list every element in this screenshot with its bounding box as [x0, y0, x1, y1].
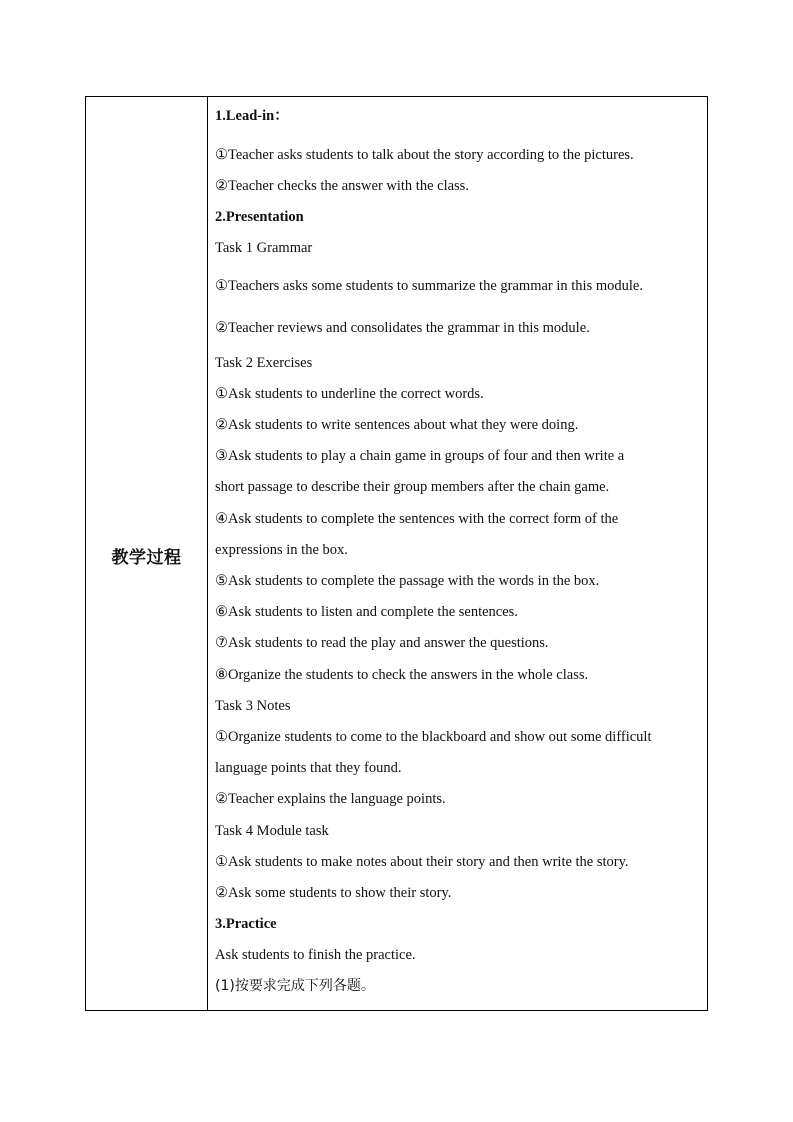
- content-line: ②Ask students to write sentences about what they were doing.: [215, 417, 579, 433]
- content-line: Task 4 Module task: [215, 823, 329, 839]
- content-line: ①Teacher asks students to talk about the story according to the pictures.: [215, 147, 634, 163]
- content-line: ⑧Organize the students to check the answers in the whole class.: [215, 667, 589, 683]
- label-cell: [86, 97, 208, 1010]
- content-line: ②Teacher reviews and consolidates the grammar in this module.: [215, 320, 590, 336]
- content-cell: [208, 97, 707, 1010]
- content-line: ②Teacher checks the answer with the class.: [215, 178, 469, 194]
- content-line: ②Teacher explains the language points.: [215, 791, 446, 807]
- content-line: ⑥Ask students to listen and complete the sentences.: [215, 604, 518, 620]
- content-line: ①Teachers asks some students to summarize the grammar in this module.: [215, 278, 643, 294]
- lesson-table: [85, 96, 708, 1011]
- content-line: expressions in the box.: [215, 542, 348, 558]
- content-line: ③Ask students to play a chain game in groups of four and then write a: [215, 448, 625, 464]
- content-line: ④Ask students to complete the sentences with the correct form of the: [215, 511, 619, 527]
- content-line: ①Ask students to make notes about their story and then write the story.: [215, 854, 629, 870]
- content-line: Ask students to finish the practice.: [215, 947, 416, 963]
- content-line: ②Ask some students to show their story.: [215, 885, 452, 901]
- content-line: ⑦Ask students to read the play and answer the questions.: [215, 635, 549, 651]
- section-heading: 1.Lead-in：: [215, 108, 289, 124]
- content-line: ①Organize students to come to the blackboard and show out some difficult: [215, 729, 652, 745]
- content-line: short passage to describe their group members after the chain game.: [215, 479, 610, 495]
- content-line: Task 2 Exercises: [215, 355, 313, 371]
- content-line: Task 1 Grammar: [215, 240, 313, 256]
- content-line: (1)按要求完成下列各题。: [215, 978, 375, 994]
- section-heading: 3.Practice: [215, 916, 277, 932]
- section-heading: 2.Presentation: [215, 209, 304, 225]
- content-line: language points that they found.: [215, 760, 402, 776]
- section-label: 教学过程: [111, 548, 182, 568]
- content-line: ⑤Ask students to complete the passage with the words in the box.: [215, 573, 600, 589]
- content-line: ①Ask students to underline the correct words.: [215, 386, 484, 402]
- content-line: Task 3 Notes: [215, 698, 291, 714]
